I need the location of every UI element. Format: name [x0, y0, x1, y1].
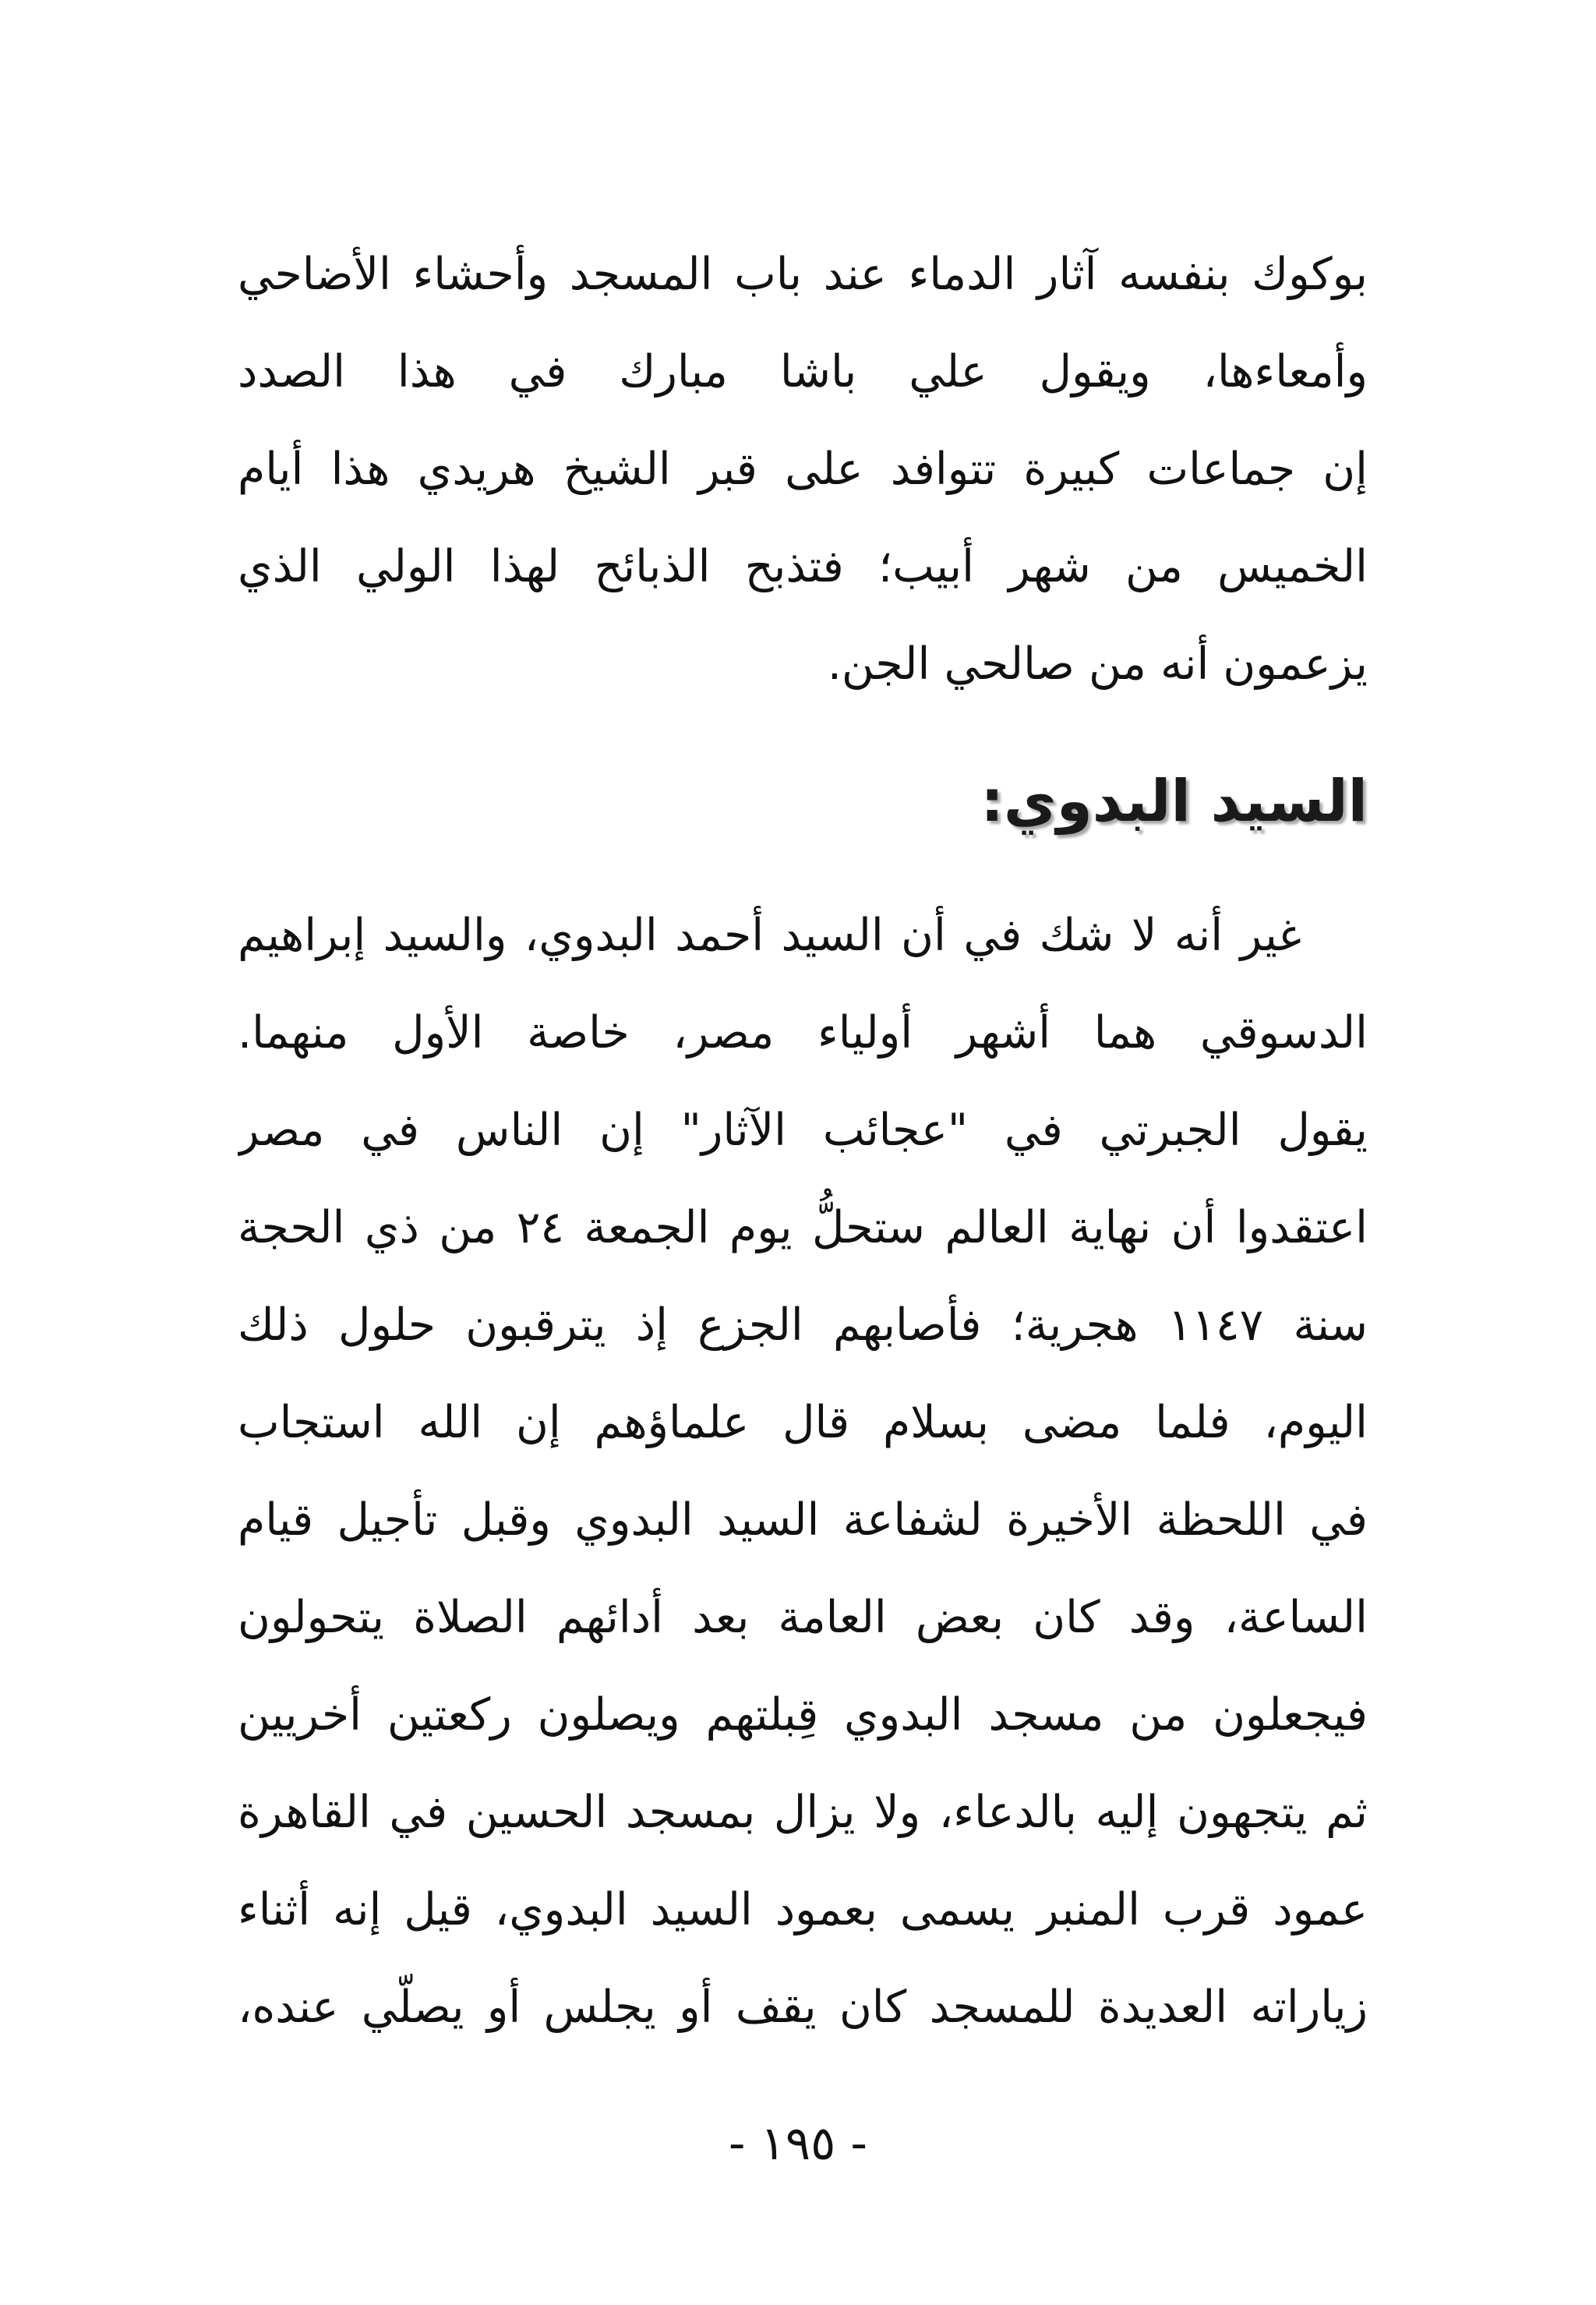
- text-line: زياراته العديدة للمسجد كان يقف أو يجلس أو يصلّي عنده،: [238, 1982, 1368, 2033]
- text-line: بوكوك بنفسه آثار الدماء عند باب المسجد وأحشاء الأضاحي: [238, 249, 1368, 300]
- text-line: عمود قرب المنبر يسمى بعمود السيد البدوي، قيل إنه أثناء: [238, 1884, 1368, 1936]
- text-line: يزعمون أنه من صالحي الجن.: [827, 638, 1368, 690]
- text-line: في اللحظة الأخيرة لشفاعة السيد البدوي وقبل تأجيل قيام: [238, 1494, 1368, 1546]
- text-line: يقول الجبرتي في "عجائب الآثار" إن الناس في مصر: [238, 1105, 1368, 1156]
- text-line: الدسوقي هما أشهر أولياء مصر، خاصة الأول منهما.: [238, 1007, 1368, 1059]
- text-line: الساعة، وقد كان بعض العامة بعد أدائهم الصلاة يتحولون: [238, 1592, 1368, 1643]
- text-line: غير أنه لا شك في أن السيد أحمد البدوي، والسيد إبراهيم: [238, 910, 1301, 961]
- paragraph-body: [238, 887, 1368, 2056]
- text-line: وأمعاءها، ويقول علي باشا مبارك في هذا الصدد: [238, 346, 1368, 398]
- text-line: إن جماعات كبيرة تتوافد على قبر الشيخ هريدي هذا أيام: [238, 444, 1368, 495]
- text-line: الخميس من شهر أبيب؛ فتذبح الذبائح لهذا الولي الذي: [238, 541, 1368, 592]
- page-number: - ١٩٥ -: [728, 2116, 868, 2171]
- text-line: فيجعلون من مسجد البدوي قِبلتهم ويصلون ركعتين أخريين: [238, 1689, 1368, 1741]
- text-line: سنة ١١٤٧ هجرية؛ فأصابهم الجزع إذ يترقبون حلول ذلك: [238, 1299, 1368, 1351]
- paragraph-continued: [238, 226, 1368, 713]
- text-line: اليوم، فلما مضى بسلام قال علماؤهم إن الله استجاب: [238, 1397, 1368, 1448]
- section-heading: السيد البدوي:: [980, 768, 1368, 835]
- text-line: اعتقدوا أن نهاية العالم ستحلُّ يوم الجمعة ٢٤ من ذي الحجة: [238, 1202, 1368, 1253]
- text-line: ثم يتجهون إليه بالدعاء، ولا يزال بمسجد الحسين في القاهرة: [238, 1787, 1368, 1838]
